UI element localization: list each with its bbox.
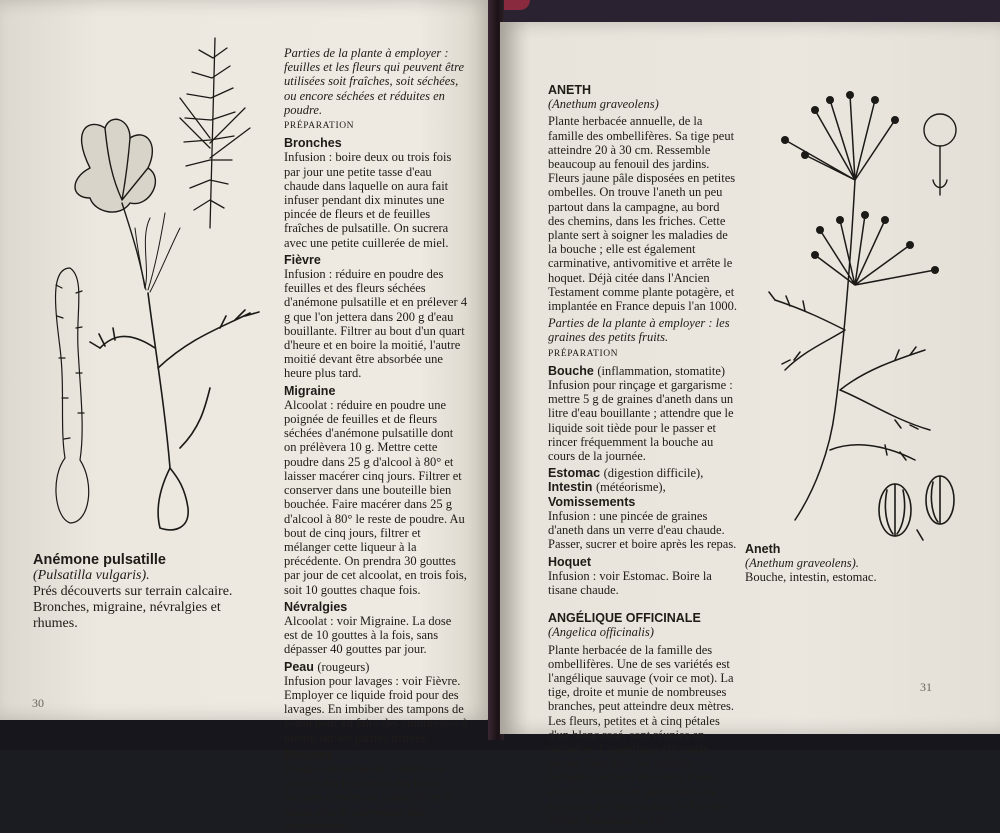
- left-preparation-label: PRÉPARATION: [284, 121, 355, 132]
- estomac-suffix: (digestion difficile),: [603, 466, 704, 481]
- aneth-latin: (Anethum graveolens): [548, 97, 659, 112]
- peau-suffix: (rougeurs): [317, 659, 370, 674]
- section-title-hoquet: Hoquet: [548, 554, 592, 569]
- bouche-title: Bouche: [548, 363, 594, 378]
- bouche-suffix: (inflammation, stomatite): [597, 363, 726, 378]
- section-text-estomac: Infusion : une pincée de graines d'aneth dans un verre d'eau chaude. Passer, sucrer et boire après les repas.: [548, 508, 737, 552]
- left-caption: [33, 552, 265, 632]
- section-title-nevralgies: Névralgies: [284, 599, 348, 614]
- section-title-fievre: Fièvre: [284, 252, 321, 267]
- section-title-estomac: [548, 466, 738, 509]
- section-title-rhumes: Rhumes: [284, 747, 334, 762]
- left-page: [0, 0, 492, 833]
- section-text-hoquet: Infusion : voir Estomac. Boire la tisane chaude.: [548, 568, 712, 597]
- caption-title-aneth: Aneth: [745, 542, 781, 556]
- angelique-title: ANGÉLIQUE OFFICINALE: [548, 611, 701, 626]
- angelique-description: Plante herbacée de la famille des ombellifères. Une de ses variétés est l'angélique sauvage (voir ce mot). La tige, droite et munie de nombreuses branches, peut atteindre deux mètres. Les fleurs, petites et à cinq pétales d'un blanc rosé, sont réunies en ombelles. L'angélique officinale pousse bien dans les endroits humides, au bord des cours d'eau ; elle est cultivée en particulier aux environs de Niort et dans le Puy-de-Dôme. Floraison en été.: [548, 642, 735, 827]
- estomac-title: Estomac: [548, 466, 601, 481]
- aneth-preparation-label: PRÉPARATION: [548, 348, 619, 359]
- left-parts-intro: Parties de la plante à employer : feuilles et les fleurs qui peuvent être utilisées soit fraîches, soit séchées, ou encore séchées et réduites en poudre.: [284, 46, 465, 117]
- aneth-illustration: [745, 70, 975, 540]
- section-text-migraine: Alcoolat : réduire en poudre une poignée de feuilles et de fleurs séchées d'anémone pulsatille dont on prélèvera 10 g. Mettre cette poudre dans 25 g d'alcool à 80° et laisser macérer cinq jours. Filtrer et conserver dans une bouteille bien bouchée. Faire macérer dans 25 g d'alcool à 80° le reste de poudre. Au bout de cinq jours, filtrer et mélanger cette liqueur à la précédente. On prendra 30 gouttes par jour de cet alcoolat, en trois fois, soit 10 gouttes chaque fois.: [284, 397, 467, 597]
- section-title-migraine: Migraine: [284, 383, 336, 398]
- intestin-title: Intestin: [548, 480, 593, 495]
- caption-text-aneth: Bouche, intestin, estomac.: [745, 570, 877, 584]
- aneth-description: Plante herbacée annuelle, de la famille des ombellifères. Sa tige peut atteindre 20 à 30 cm. Ressemble beaucoup au fenouil des jardins. Fleurs jaune pâle disposées en petites ombelles. On trouve l'aneth un peu partout dans la campagne, au bord des chemins, dans les friches. Cette plante sert à soigner les maladies de la bouche ; elle est également carminative, antivomitive et arrête le hoquet. Déjà citée dans l'Ancien Testament comme plante potagère, et implantée en France depuis l'an 1000.: [548, 114, 738, 314]
- vomissements-title: Vomissements: [548, 494, 636, 509]
- aneth-parts: Parties de la plante à employer : les graines des petits fruits.: [548, 316, 730, 345]
- aneth-title: ANETH: [548, 83, 592, 97]
- page-number-left: 30: [32, 696, 44, 710]
- anemone-illustration: [30, 28, 310, 548]
- section-title-bouche: [548, 364, 738, 378]
- left-text-column: [284, 46, 468, 833]
- section-text-peau: Infusion pour lavages : voir Fièvre. Employer ce liquide froid pour des lavages. En imbiber des tampons de coton pour en faire des compresses à mettre sur les parties irritées.: [284, 673, 468, 745]
- page-number-right: 31: [920, 680, 932, 694]
- right-page: [500, 22, 1000, 827]
- right-caption: [745, 542, 945, 584]
- section-text-fievre: Infusion : réduire en poudre des feuilles et des fleurs séchées d'anémone pulsatille et en prélever 4 g que l'on jettera dans 200 g d'eau bouillante. Filtrer au bout d'un quart d'heure et en boire la moitié, l'autre moitié devant être absorbée une heure plus tard.: [284, 267, 468, 381]
- section-text-rhumes: Poudre sternutatoire : réduire en poudre des feuilles et des fleurs séchées d'anémone pulsatille et la priser afin de provoquer des éternuements.: [284, 761, 453, 833]
- section-title-bronches: Bronches: [284, 136, 342, 151]
- right-text-column: [548, 80, 738, 827]
- section-text-nevralgies: Alcoolat : voir Migraine. La dose est de 10 gouttes à la fois, sans dépasser 40 gouttes par jour.: [284, 613, 452, 657]
- caption-text-anemone: Prés découverts sur terrain calcaire. Bronches, migraine, névralgies et rhumes.: [33, 584, 233, 631]
- section-text-bouche: Infusion pour rinçage et gargarisme : mettre 5 g de graines d'aneth dans un litre d'eau bouillante ; attendre que le liquide soit tiède pour le passer et rincer fréquemment la bouche au cours de la journée.: [548, 378, 734, 464]
- section-text-bronches: Infusion : boire deux ou trois fois par jour une petite tasse d'eau chaude dans laquelle on aura fait infuser pendant dix minutes une pincée de fleurs et de feuilles fraîches de pulsatille. On sucrera avec une petite cuillerée de miel.: [284, 150, 452, 250]
- peau-title: Peau: [284, 659, 314, 674]
- intestin-suffix: (météorisme),: [595, 480, 666, 495]
- angelique-latin: (Angelica officinalis): [548, 625, 654, 640]
- section-title-peau: [284, 660, 468, 674]
- caption-latin-anemone: (Pulsatilla vulgaris).: [33, 568, 150, 583]
- caption-title-anemone: Anémone pulsatille: [33, 552, 166, 568]
- caption-latin-aneth: (Anethum graveolens).: [745, 556, 859, 570]
